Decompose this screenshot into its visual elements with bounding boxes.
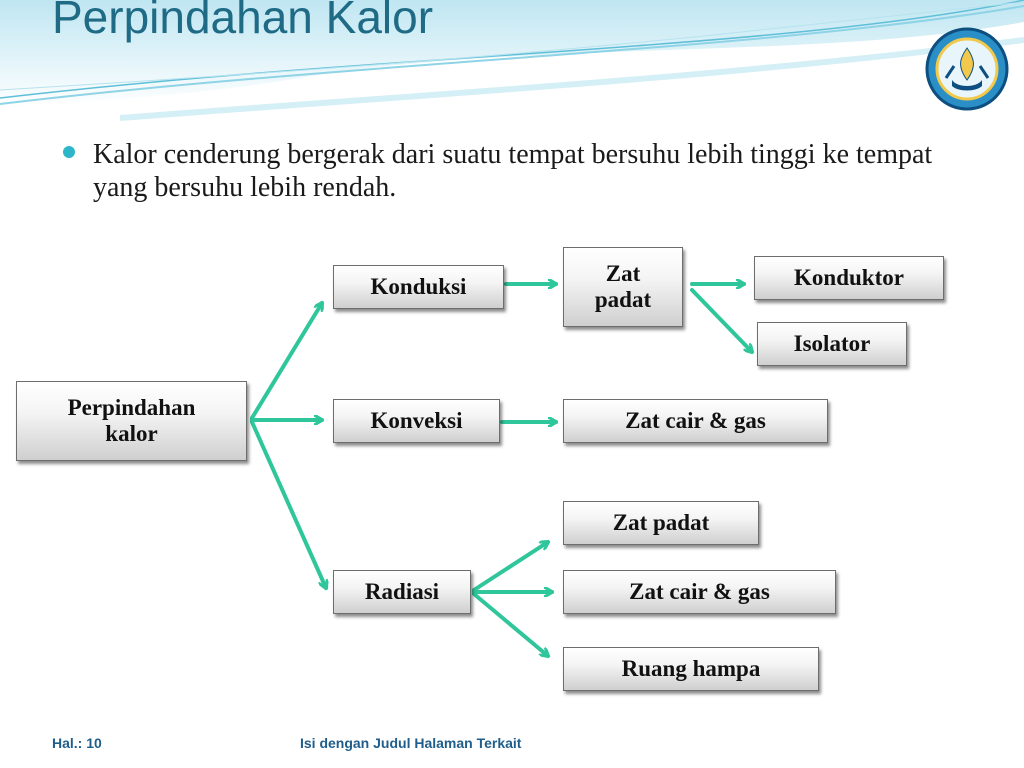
arrow-root-konduksi bbox=[252, 303, 322, 418]
slide-title: Perpindahan Kalor bbox=[52, 0, 434, 43]
footer-page-number: Hal.: 10 bbox=[52, 735, 102, 751]
node-radiasi: Radiasi bbox=[333, 570, 471, 614]
node-konduktor: Konduktor bbox=[754, 256, 944, 300]
arrow-root-radiasi bbox=[252, 422, 326, 588]
bullet-text: Kalor cenderung bergerak dari suatu tempat bersuhu lebih tinggi ke tempat yang bersuhu lebih rendah. bbox=[93, 139, 933, 203]
node-konduksi-zat-padat: Zat padat bbox=[563, 247, 683, 327]
node-ruang-hampa: Ruang hampa bbox=[563, 647, 819, 691]
node-konduksi: Konduksi bbox=[333, 265, 504, 309]
node-radiasi-zat-cair-gas: Zat cair & gas bbox=[563, 570, 836, 614]
arrow-radiasi-zat-padat bbox=[474, 542, 548, 590]
node-isolator: Isolator bbox=[757, 322, 907, 366]
arrow-zat-padat-isolator bbox=[692, 290, 752, 352]
node-konveksi-zat-cair-gas: Zat cair & gas bbox=[563, 399, 828, 443]
node-radiasi-zat-padat: Zat padat bbox=[563, 501, 759, 545]
node-perpindahan-kalor: Perpindahan kalor bbox=[16, 381, 247, 461]
footer-caption: Isi dengan Judul Halaman Terkait bbox=[300, 735, 522, 751]
node-konveksi: Konveksi bbox=[333, 399, 500, 443]
arrow-radiasi-ruang-hampa bbox=[474, 594, 548, 656]
